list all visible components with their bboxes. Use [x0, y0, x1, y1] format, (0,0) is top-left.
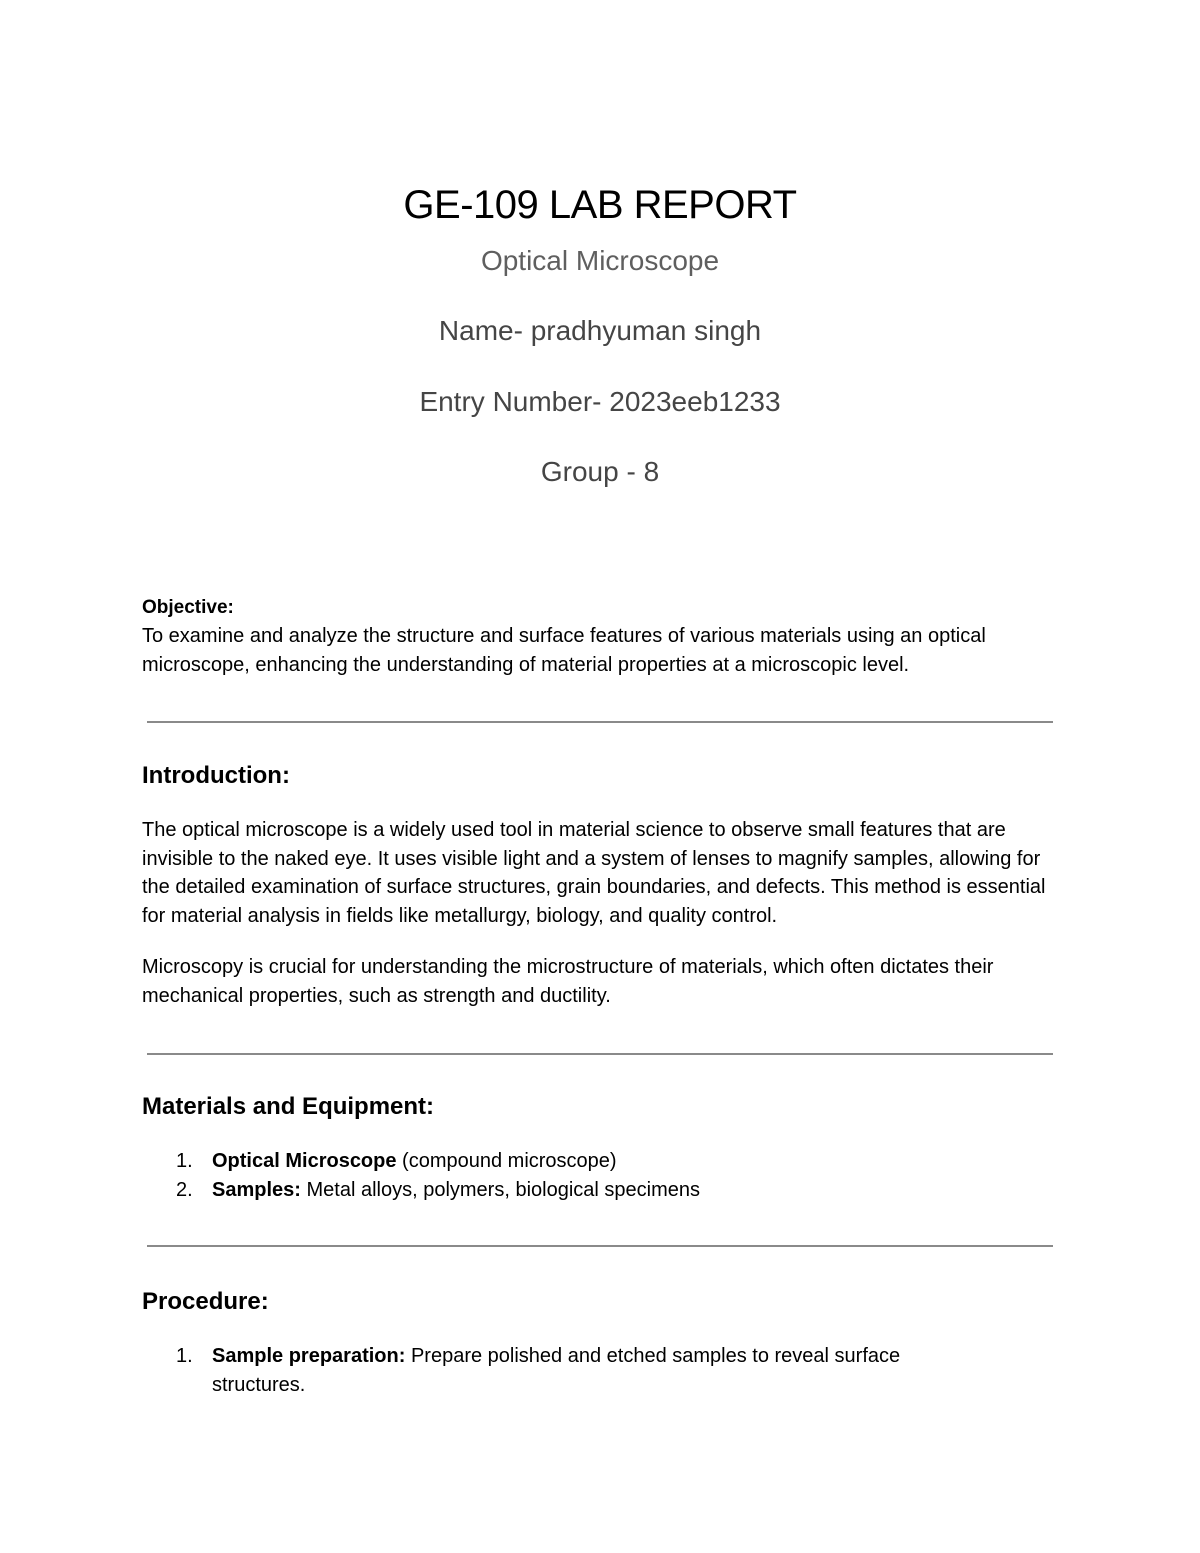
student-name: Name- pradhyuman singh: [438, 315, 762, 346]
list-number: 2.: [176, 1178, 193, 1201]
list-item: [142, 1342, 1072, 1399]
item-text: Metal alloys, polymers, biological specimens: [300, 1178, 700, 1201]
list-item: [142, 1176, 1072, 1205]
introduction-paragraph: The optical microscope is a widely used tool in material science to observe small features that are invisible to the naked eye. It uses visible light and a system of lenses to magnify samples, allowing for the detailed examination of surface structures, grain boundaries, and defects. This method is essential for material analysis in fields like metallurgy, biology, and quality control.: [142, 819, 1046, 927]
item-bold-label: Optical Microscope: [212, 1150, 397, 1172]
group-number: Group - 8: [540, 456, 660, 487]
introduction-paragraph: Microscopy is crucial for understanding the microstructure of materials, which often dictates their mechanical properties, such as strength and ductility.: [142, 956, 994, 1007]
section-divider: [147, 1053, 1053, 1055]
materials-section: [142, 1092, 1072, 1204]
procedure-section: [142, 1287, 1072, 1399]
introduction-section: [142, 761, 1072, 1010]
item-text: Prepare polished and etched samples to reveal surface structures.: [212, 1345, 901, 1396]
procedure-heading: Procedure:: [142, 1288, 269, 1315]
introduction-heading: Introduction:: [142, 762, 290, 789]
materials-list: [142, 1147, 1072, 1204]
objective-label: Objective:: [142, 597, 234, 618]
materials-heading: Materials and Equipment:: [142, 1093, 435, 1120]
list-number: 1.: [176, 1345, 193, 1367]
objective-section: [142, 594, 1072, 679]
report-subtitle: Optical Microscope: [480, 245, 720, 276]
list-number: 1.: [176, 1150, 193, 1172]
item-bold-label: Samples:: [212, 1178, 301, 1201]
report-title: GE-109 LAB REPORT: [403, 183, 797, 227]
objective-text: To examine and analyze the structure and surface features of various materials using an optical microscope, enhancing the understanding of material properties at a microscopic level.: [142, 625, 986, 676]
procedure-list: [142, 1342, 1072, 1399]
section-divider: [147, 721, 1053, 723]
item-text: (compound microscope): [396, 1150, 617, 1172]
item-bold-label: Sample preparation:: [212, 1345, 406, 1367]
entry-number: Entry Number- 2023eeb1233: [419, 386, 781, 417]
list-item: [142, 1147, 1072, 1176]
section-divider: [147, 1245, 1053, 1247]
